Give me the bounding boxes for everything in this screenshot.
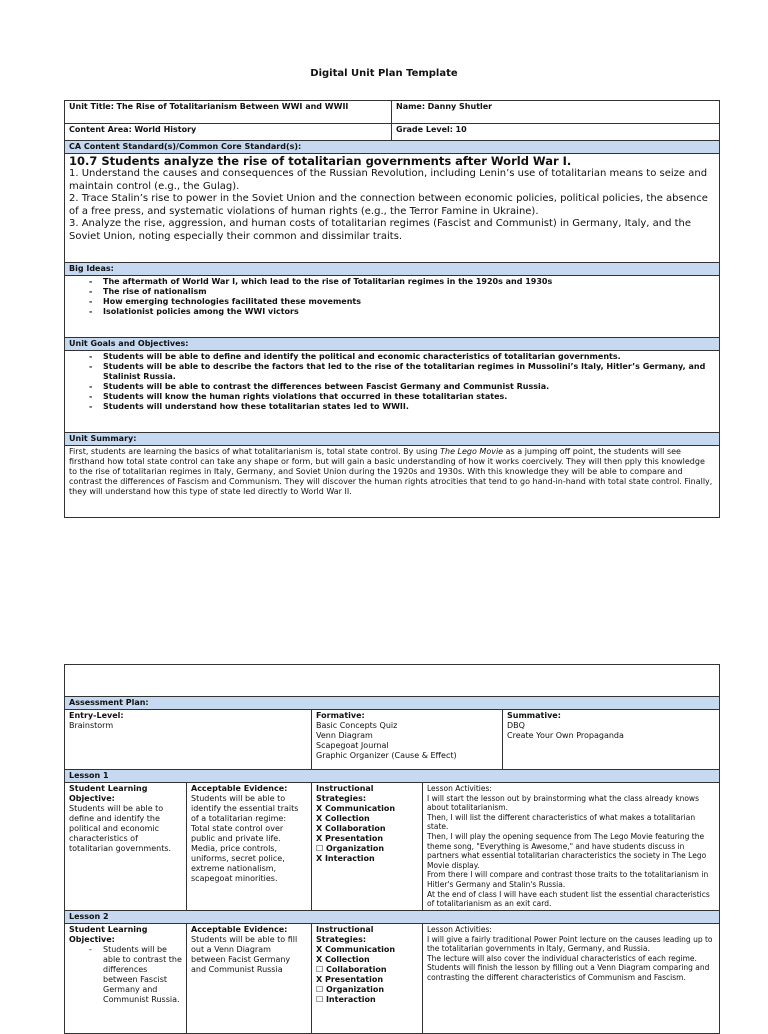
objective-label: Student Learning Objective: [69, 925, 148, 944]
strategy-item: X Presentation [316, 975, 384, 984]
strategy-item: ☐ Interaction [316, 995, 376, 1004]
evidence-label: Acceptable Evidence: [191, 925, 288, 934]
strategy-item: X Communication [316, 945, 396, 954]
lesson-1-strategies-cell [312, 783, 423, 911]
strategy-item: ☐ Collaboration [316, 965, 387, 974]
list-item: - Isolationist policies among the WWI victors [69, 307, 715, 317]
assessment-header: Assessment Plan: [65, 697, 720, 710]
big-ideas-header: Big Ideas: [65, 263, 720, 276]
list-item: - Students will be able to contrast the differences between Fascist Germany and Communist Russia. [69, 382, 715, 392]
lesson-2-activities-cell [423, 924, 720, 1034]
activity-text: Then, I will list the different characteristics of what makes a totalitarian state. [427, 812, 696, 832]
content-area-cell [65, 124, 392, 141]
standards-header: CA Content Standard(s)/Common Core Standard(s): [65, 141, 720, 154]
unit-plan-table [64, 100, 720, 518]
list-item: - Students will be able to define and identify the political and economic characteristics of totalitarian governments. [69, 352, 715, 362]
evidence-text: Students will be able to fill out a Venn Diagram between Facist Germany and Communist Russia [191, 935, 298, 974]
objective-list [69, 945, 182, 1005]
document-title: Digital Unit Plan Template [310, 68, 458, 79]
activity-text: From there I will compare and contrast those traits to the totalitarianism in Hitler's Germany and Stalin's Russia. [427, 870, 709, 889]
formative-cell [312, 710, 503, 770]
lesson-2-evidence-cell [187, 924, 312, 1034]
objective-text: - Students will be able to contrast the differences between Fascist Germany and Communist Russia. [69, 945, 182, 1005]
activity-text: I will start the lesson out by brainstorming what the class already knows about totalitarianism. [427, 793, 699, 813]
unit-title-label: Unit Title: [69, 102, 114, 111]
strategies-label: Instructional Strategies: [316, 784, 374, 803]
standard-item: 3. Analyze the rise, aggression, and human costs of totalitarian regimes (Fascist and Communist) in Germany, Italy, and the Soviet Union, noting especially their common and dissimilar traits. [69, 218, 692, 242]
entry-level-cell [65, 710, 312, 770]
summative-cell [503, 710, 720, 770]
activity-text: At the end of class I will have each student list the essential characteristics of totalitarianism as an exit card. [427, 889, 710, 909]
list-item: - Students will know the human rights violations that occurred in these totalitarian states. [69, 392, 715, 402]
activities-label: Lesson Activities: [427, 925, 492, 934]
lesson-1-objective-cell [65, 783, 187, 911]
list-item: - The rise of nationalism [69, 287, 715, 297]
objective-label: Student Learning Objective: [69, 784, 148, 803]
content-area-label: Content Area: [69, 125, 132, 134]
summary-header: Unit Summary: [65, 433, 720, 446]
evidence-label: Acceptable Evidence: [191, 784, 288, 793]
lesson-1-activities-cell [423, 783, 720, 911]
grade-level-value: 10 [455, 125, 467, 134]
assessment-table [64, 664, 720, 1034]
objective-text: Students will be able to define and identify the political and economic characteristics of totalitarian governments. [69, 804, 172, 853]
formative-item: Scapegoat Journal [316, 741, 389, 750]
entry-item: Brainstorm [69, 721, 114, 730]
activity-text: Then, I will play the opening sequence from The Lego Movie featuring the theme song, "Everything is Awesome," and have students discuss in partners what essential totalitarian characteristics the society in The Lego Movie display. [427, 831, 707, 870]
formative-label: Formative: [316, 711, 365, 720]
strategy-item: X Collection [316, 814, 370, 823]
strategies-label: Instructional Strategies: [316, 925, 374, 944]
summative-item: DBQ [507, 721, 525, 730]
activity-text: The lecture will also cover the individual characteristics of each regime. [427, 953, 697, 963]
activity-text: Students will finish the lesson by filling out a Venn Diagram comparing and contrasting the different characteristics of Communism and Fascism. [427, 963, 710, 982]
grade-level-cell [392, 124, 720, 141]
summary-text: First, students are learning the basics of what totalitarianism is, total state control. By using [69, 447, 441, 456]
goals-list [69, 352, 715, 412]
list-item: - Students will understand how these totalitarian states led to WWII. [69, 402, 715, 412]
standards-cell [65, 154, 720, 263]
strategy-item: X Collection [316, 955, 370, 964]
strategy-item: X Interaction [316, 854, 375, 863]
formative-item: Venn Diagram [316, 731, 373, 740]
list-item: - How emerging technologies facilitated these movements [69, 297, 715, 307]
standard-item: 2. Trace Stalin’s rise to power in the Soviet Union and the connection between economic policies, political policies, the absence of a free press, and systematic violations of human rights (e.g., the Terror Famine in Ukraine). [69, 193, 708, 217]
standards-heading: 10.7 Students analyze the rise of totalitarian governments after World War I. [69, 154, 572, 168]
goals-cell [65, 351, 720, 433]
lesson-2-strategies-cell [312, 924, 423, 1034]
name-value: Danny Shutler [427, 102, 493, 111]
grade-level-label: Grade Level: [396, 125, 453, 134]
activity-text: I will give a fairly traditional Power Point lecture on the causes leading up to the totalitarian governments in Italy, Germany, and Russia. [427, 934, 713, 954]
list-item: - The aftermath of World War I, which lead to the rise of Totalitarian regimes in the 1920s and 1930s [69, 277, 715, 287]
list-item: - Students will be able to describe the factors that led to the rise of the totalitarian regimes in Mussolini’s Italy, Hitler’s Germany, and Stalinist Russia. [69, 362, 715, 382]
blank-row [65, 665, 720, 697]
lesson-2-header: Lesson 2 [65, 911, 720, 924]
formative-item: Graphic Organizer (Cause & Effect) [316, 751, 457, 760]
goals-header: Unit Goals and Objectives: [65, 338, 720, 351]
formative-item: Basic Concepts Quiz [316, 721, 398, 730]
unit-title-cell [65, 101, 392, 124]
strategy-item: X Communication [316, 804, 396, 813]
standard-item: 1. Understand the causes and consequences of the Russian Revolution, including Lenin’s use of totalitarian means to seize and maintain control (e.g., the Gulag). [69, 168, 708, 192]
entry-level-label: Entry-Level: [69, 711, 124, 720]
strategy-item: ☐ Organization [316, 844, 385, 853]
summary-cell [65, 446, 720, 518]
big-ideas-cell [65, 276, 720, 338]
strategy-item: X Collaboration [316, 824, 386, 833]
strategy-item: X Presentation [316, 834, 384, 843]
content-area-value: World History [134, 125, 197, 134]
activities-label: Lesson Activities: [427, 784, 492, 793]
name-cell [392, 101, 720, 124]
summary-film-title: The Lego Movie [440, 447, 504, 456]
summative-item: Create Your Own Propaganda [507, 731, 624, 740]
name-label: Name: [396, 102, 426, 111]
unit-title-value: The Rise of Totalitarianism Between WWI and WWII [116, 102, 349, 111]
big-ideas-list [69, 277, 715, 317]
lesson-1-header: Lesson 1 [65, 770, 720, 783]
strategy-item: ☐ Organization [316, 985, 385, 994]
lesson-1-evidence-cell [187, 783, 312, 911]
summative-label: Summative: [507, 711, 561, 720]
summary-text: as a jumping off point, the students will see firsthand how total state control can take any shape or form, but will gain a basic understanding of how it works coercively. They will then pply this knowledge to the rise of totalitarian regimes in Italy, Germany, and Soviet Union during the 1920s and 1930s. With this knowledge they will be able to compare and contrast the differences of Fascism and Communism. They will discover the human rights atrocities that tend to go hand-in-hand with total state control. Finally, they will understand how this type of state led directly to World War II. [69, 447, 713, 496]
evidence-text: Students will be able to identify the essential traits of a totalitarian regime: Total state control over public and private life. Media, price controls, uniforms, secret police, extreme nationalism, scapegoat minorities. [191, 794, 299, 883]
lesson-2-objective-cell [65, 924, 187, 1034]
